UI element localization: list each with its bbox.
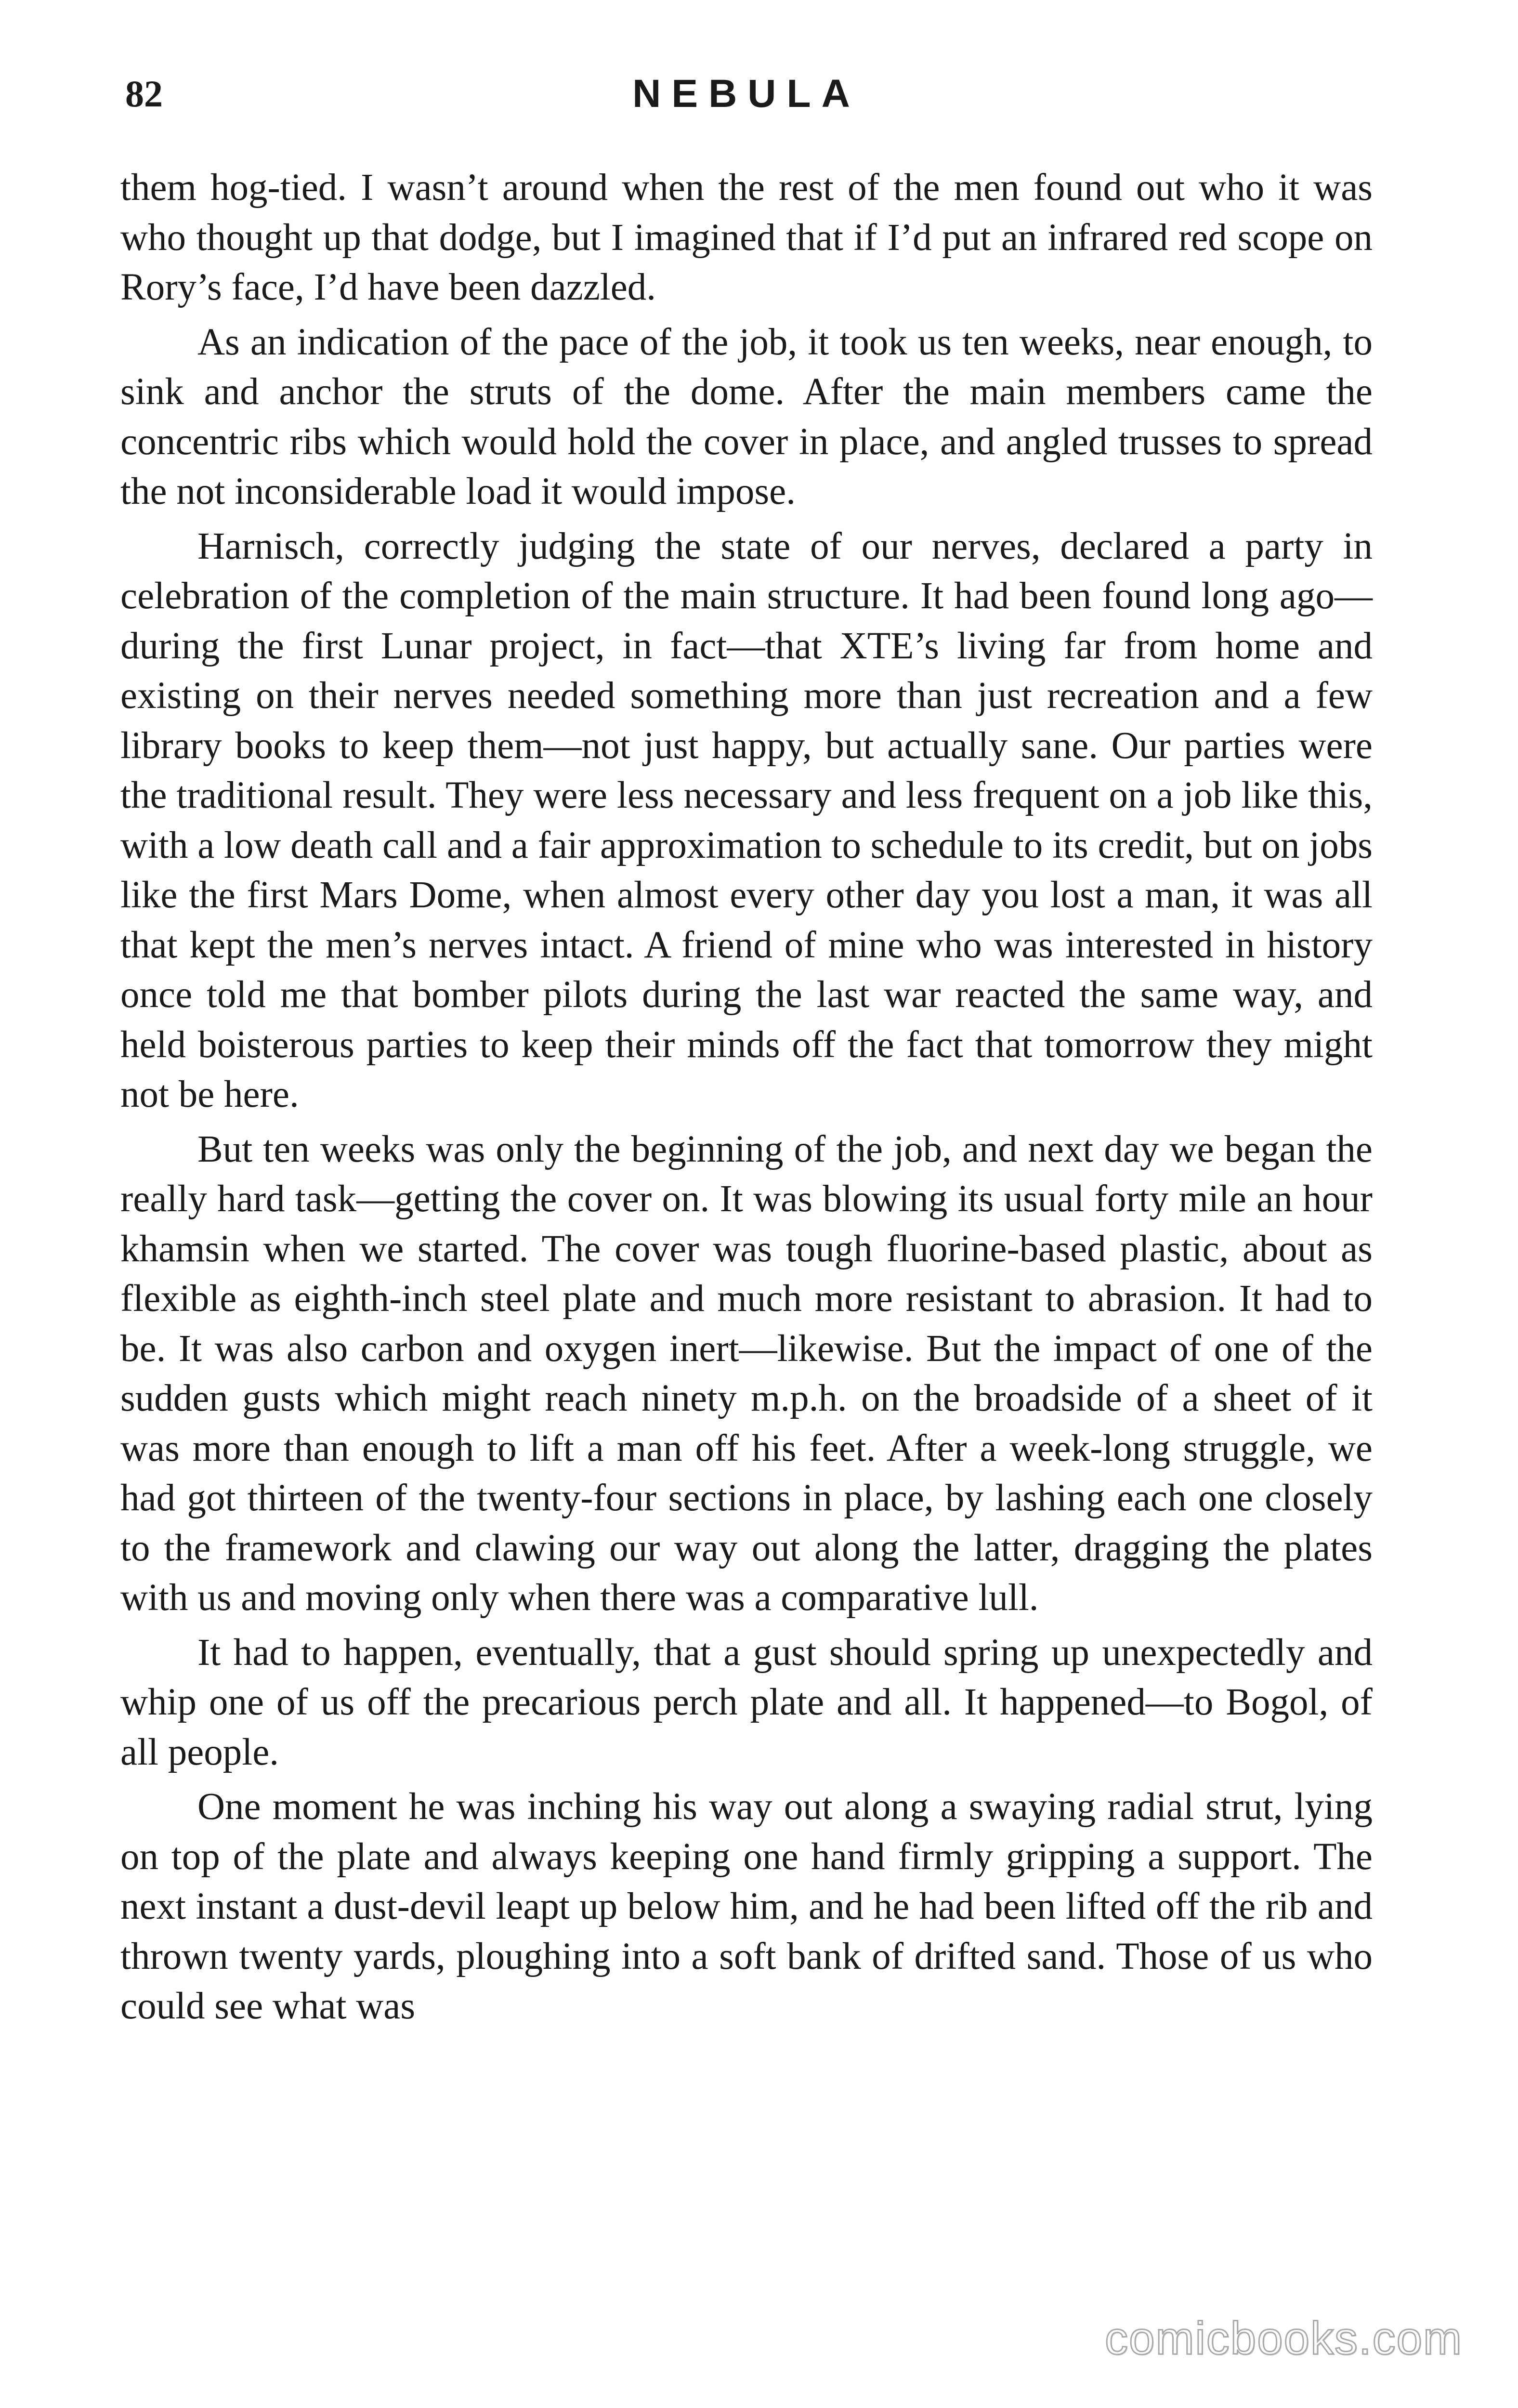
paragraph: But ten weeks was only the beginning of the job, and next day we began the really hard task—getting the cover on. It was blowing its usual forty mile an hour khamsin when we started. The cover was tough fluorine-based plastic, about as flexible as eighth-inch steel plate and much more resistant to abrasion. It had to be. It was also carbon and oxygen inert—likewise. But the impact of one of the sudden gusts which might reach ninety m.p.h. on the broadside of a sheet of it was more than enough to lift a man off his feet. After a week-long struggle, we had got thirteen of the twenty-four sections in place, by lashing each one closely to the framework and clawing our way out along the latter, dragging the plates with us and moving only when there was a comparative lull. (120, 1128, 1373, 1619)
paragraph: As an indication of the pace of the job, it took us ten weeks, near enough, to sink and anchor the struts of the dome. After the main members came the concentric ribs which would hold the cover in place, and angled trusses to spread the not inconsiderable load it would impose. (120, 321, 1373, 512)
paragraph: It had to happen, eventually, that a gust should spring up unexpectedly and whip one of us off the precarious perch plate and all. It happened—to Bogol, of all people. (120, 1631, 1373, 1773)
paragraph: One moment he was inching his way out along a swaying radial strut, lying on top of the plate and always keeping one hand firmly gripping a support. The next instant a dust-devil leapt up below him, and he had been lifted off the rib and thrown twenty yards, ploughing into a soft bank of drifted sand. Those of us who could see what was (120, 1786, 1373, 2027)
page-header (120, 65, 1373, 132)
paragraph: them hog-tied. I wasn’t around when the rest of the men found out who it was who thought up that dodge, but I imagined that if I’d put an infrared red scope on Rory’s face, I’d have been dazzled. (120, 167, 1373, 308)
paragraph: Harnisch, correctly judging the state of our nerves, declared a party in celebration of the completion of the main structure. It had been found long ago—during the first Lunar project, in fact—that XTE’s living far from home and existing on their nerves needed something more than just recreation and a few library books to keep them—not just happy, but actually sane. Our parties were the traditional result. They were less necessary and less frequent on a job like this, with a low death call and a fair approximation to schedule to its credit, but on jobs like the first Mars Dome, when almost every other day you lost a man, it was all that kept the men’s nerves intact. A friend of mine who was interested in history once told me that bomber pilots during the last war reacted the same way, and held boisterous parties to keep their minds off the fact that tomorrow they might not be here. (120, 525, 1373, 1115)
body-text (120, 163, 1373, 2036)
running-title: NEBULA (632, 72, 861, 116)
watermark: comicbooks.com (1105, 2313, 1463, 2364)
page-number: 82 (125, 73, 163, 115)
